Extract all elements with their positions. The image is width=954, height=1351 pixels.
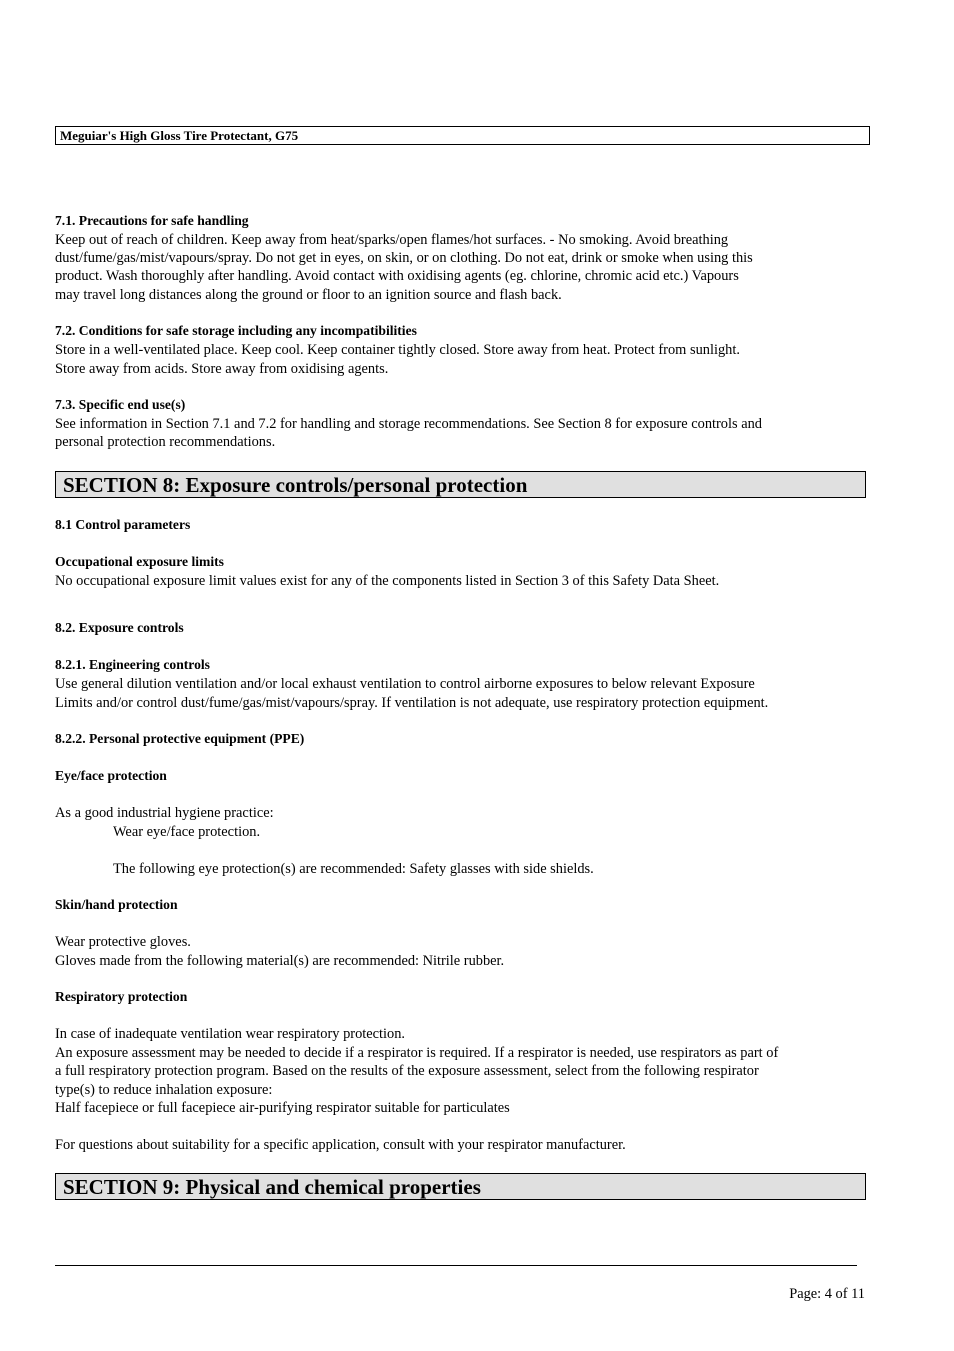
skin-protection-line: Wear protective gloves. (55, 934, 191, 950)
section-8-2-1-line: Use general dilution ventilation and/or local exhaust ventilation to control airborne exposures to below relevant Exposure (55, 676, 755, 692)
footer-divider (55, 1265, 857, 1266)
section-7-1-title: 7.1. Precautions for safe handling (55, 213, 249, 228)
eye-protection-line: The following eye protection(s) are recommended: Safety glasses with side shields. (113, 861, 594, 877)
skin-protection-title: Skin/hand protection (55, 897, 178, 912)
respiratory-protection-line: Half facepiece or full facepiece air-purifying respirator suitable for particulates (55, 1100, 510, 1116)
section-7-3-line: See information in Section 7.1 and 7.2 for handling and storage recommendations. See Section 8 for exposure controls and (55, 416, 762, 432)
respiratory-protection-title: Respiratory protection (55, 989, 188, 1004)
section-9-heading: SECTION 9: Physical and chemical properties (55, 1173, 866, 1200)
section-8-1-title: 8.1 Control parameters (55, 517, 191, 532)
respiratory-protection-note: For questions about suitability for a specific application, consult with your respirator manufacturer. (55, 1137, 626, 1153)
section-7-1-line: dust/fume/gas/mist/vapours/spray. Do not get in eyes, on skin, or on clothing. Do not eat, drink or smoke when using this (55, 250, 753, 266)
skin-protection-line: Gloves made from the following material(s) are recommended: Nitrile rubber. (55, 953, 505, 969)
section-8-2-title: 8.2. Exposure controls (55, 620, 184, 635)
section-8-2-1-line: Limits and/or control dust/fume/gas/mist/vapours/spray. If ventilation is not adequate, use respiratory protection equipment. (55, 695, 769, 711)
eye-protection-line: Wear eye/face protection. (113, 824, 261, 840)
respiratory-protection-line: In case of inadequate ventilation wear respiratory protection. (55, 1026, 406, 1042)
respiratory-protection-line: An exposure assessment may be needed to decide if a respirator is required. If a respirator is needed, use respirators as part of (55, 1045, 779, 1061)
respiratory-protection-line: a full respiratory protection program. Based on the results of the exposure assessment, select from the following respirator (55, 1063, 759, 1079)
product-header: Meguiar's High Gloss Tire Protectant, G75 (55, 126, 870, 145)
respiratory-protection-line: type(s) to reduce inhalation exposure: (55, 1082, 273, 1098)
eye-protection-intro: As a good industrial hygiene practice: (55, 805, 274, 821)
section-7-1-line: may travel long distances along the ground or floor to an ignition source and flash back. (55, 287, 562, 303)
occupational-exposure-limits-text: No occupational exposure limit values exist for any of the components listed in Section 3 of this Safety Data Sheet. (55, 573, 720, 589)
section-7-2-line: Store in a well-ventilated place. Keep cool. Keep container tightly closed. Store away from heat. Protect from sunlight. (55, 342, 740, 358)
page-number: Page: 4 of 11 (789, 1286, 865, 1302)
section-7-1-line: product. Wash thoroughly after handling. Avoid contact with oxidising agents (eg. chlorine, chromic acid etc.) Vapours (55, 268, 739, 284)
section-8-2-2-title: 8.2.2. Personal protective equipment (PPE) (55, 731, 305, 746)
section-7-1-line: Keep out of reach of children. Keep away from heat/sparks/open flames/hot surfaces. - No smoking. Avoid breathing (55, 232, 729, 248)
eye-protection-title: Eye/face protection (55, 768, 167, 783)
section-7-3-line: personal protection recommendations. (55, 434, 276, 450)
section-7-2-title: 7.2. Conditions for safe storage including any incompatibilities (55, 323, 417, 338)
section-8-heading: SECTION 8: Exposure controls/personal protection (55, 471, 866, 498)
section-7-2-line: Store away from acids. Store away from oxidising agents. (55, 361, 389, 377)
section-7-3-title: 7.3. Specific end use(s) (55, 397, 186, 412)
section-8-2-1-title: 8.2.1. Engineering controls (55, 657, 210, 672)
occupational-exposure-limits-title: Occupational exposure limits (55, 554, 224, 569)
